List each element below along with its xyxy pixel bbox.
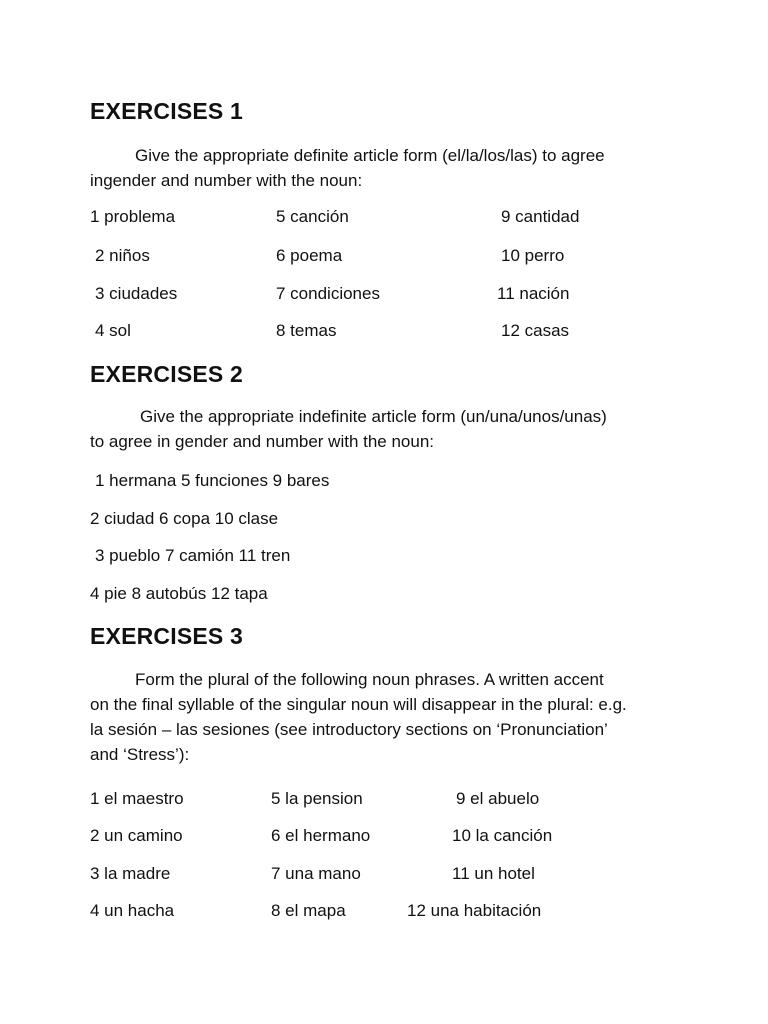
exercise-1-item: 10 perro	[501, 246, 565, 265]
instruction-line: to agree in gender and number with the noun:	[90, 432, 435, 451]
instruction-line: Form the plural of the following noun phrases. A written accent	[135, 670, 604, 689]
exercise-1-item: 1 problema	[90, 207, 176, 226]
instruction-line: and ‘Stress’):	[90, 745, 190, 764]
exercise-1-item: 3 ciudades	[95, 284, 178, 303]
exercise-3-heading: EXERCISES 3	[90, 623, 244, 649]
exercise-1-item: 9 cantidad	[501, 207, 580, 226]
exercise-1-instruction	[90, 143, 690, 193]
exercise-1-item: 5 canción	[276, 207, 349, 226]
exercise-3-item: 7 una mano	[271, 864, 361, 883]
exercise-3-item: 6 el hermano	[271, 826, 371, 845]
exercise-1-item: 7 condiciones	[276, 284, 380, 303]
exercise-3-item: 4 un hacha	[90, 901, 175, 920]
exercise-3-item: 5 la pension	[271, 789, 363, 808]
exercise-3-item: 10 la canción	[452, 826, 553, 845]
exercise-2-instruction	[90, 404, 690, 454]
instruction-line: Give the appropriate indefinite article form (un/una/unos/unas)	[140, 407, 607, 426]
exercise-2-row: 2 ciudad 6 copa 10 clase	[90, 509, 279, 528]
exercise-3-item: 2 un camino	[90, 826, 183, 845]
exercise-3-item: 11 un hotel	[452, 864, 535, 883]
exercise-1-item: 2 niños	[95, 246, 150, 265]
instruction-line: on the final syllable of the singular noun will disappear in the plural: e.g.	[90, 695, 627, 714]
exercise-3-item: 9 el abuelo	[456, 789, 540, 808]
instruction-line: Give the appropriate definite article form (el/la/los/las) to agree	[135, 146, 605, 165]
exercise-3-item: 12 una habitación	[407, 901, 542, 920]
exercise-1-item: 6 poema	[276, 246, 343, 265]
exercise-2-row: 4 pie 8 autobús 12 tapa	[90, 584, 268, 603]
exercise-1-item: 12 casas	[501, 321, 570, 340]
exercise-1-item: 8 temas	[276, 321, 337, 340]
instruction-line: ingender and number with the noun:	[90, 171, 363, 190]
exercise-2-heading: EXERCISES 2	[90, 361, 244, 387]
exercise-3-item: 1 el maestro	[90, 789, 184, 808]
instruction-line: la sesión – las sesiones (see introductory sections on ‘Pronunciation’	[90, 720, 608, 739]
exercise-3-instruction	[90, 667, 690, 767]
exercise-3-item: 8 el mapa	[271, 901, 346, 920]
exercise-1-item: 4 sol	[95, 321, 131, 340]
exercise-1-heading: EXERCISES 1	[90, 98, 244, 124]
exercise-2-row: 3 pueblo 7 camión 11 tren	[95, 546, 291, 565]
exercise-1-item: 11 nación	[497, 284, 570, 303]
exercise-3-item: 3 la madre	[90, 864, 171, 883]
exercise-2-row: 1 hermana 5 funciones 9 bares	[95, 471, 330, 490]
